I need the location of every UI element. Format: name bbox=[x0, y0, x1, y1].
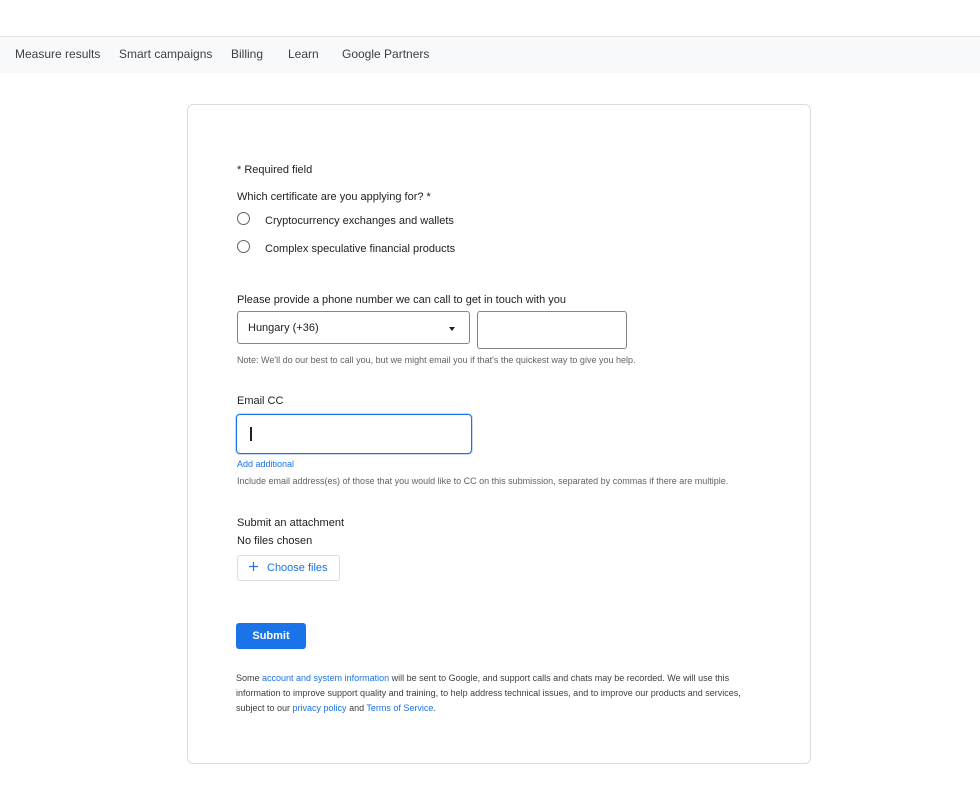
choose-files-label: Choose files bbox=[267, 562, 328, 574]
privacy-disclaimer bbox=[236, 671, 756, 716]
radio-label-speculative-products[interactable]: Complex speculative financial products bbox=[265, 243, 456, 255]
nav-item-smart-campaigns[interactable]: Smart campaigns bbox=[119, 47, 213, 61]
country-code-select[interactable] bbox=[237, 311, 470, 344]
nav-item-measure-results[interactable]: Measure results bbox=[15, 47, 101, 61]
disclaimer-text-3: and bbox=[346, 703, 367, 713]
top-header-bar bbox=[0, 0, 980, 37]
add-additional-link[interactable]: Add additional bbox=[237, 459, 295, 469]
phone-number-input[interactable] bbox=[477, 311, 627, 349]
radio-label-cryptocurrency[interactable]: Cryptocurrency exchanges and wallets bbox=[265, 215, 454, 227]
certificate-question: Which certificate are you applying for? * bbox=[237, 191, 431, 203]
nav-item-learn[interactable]: Learn bbox=[288, 47, 319, 61]
privacy-policy-link[interactable]: privacy policy bbox=[292, 703, 347, 713]
nav-item-google-partners[interactable]: Google Partners bbox=[342, 47, 430, 61]
terms-of-service-link[interactable]: Terms of Service bbox=[366, 703, 434, 713]
attachment-status: No files chosen bbox=[237, 535, 313, 547]
plus-icon bbox=[248, 561, 259, 572]
submit-button[interactable]: Submit bbox=[236, 623, 306, 649]
choose-files-button[interactable] bbox=[237, 555, 340, 581]
text-cursor bbox=[250, 427, 252, 441]
required-field-note: * Required field bbox=[237, 164, 313, 176]
country-code-value: Hungary (+36) bbox=[248, 322, 319, 334]
dropdown-caret-icon bbox=[449, 327, 455, 331]
radio-cryptocurrency[interactable] bbox=[237, 212, 250, 225]
email-cc-input[interactable] bbox=[236, 414, 472, 454]
phone-note: Note: We'll do our best to call you, but we might email you if that's the quickest way to give you help. bbox=[237, 355, 636, 365]
disclaimer-text-4: . bbox=[433, 703, 436, 713]
account-system-info-link[interactable]: account and system information bbox=[262, 673, 390, 683]
disclaimer-text-1: Some bbox=[236, 673, 263, 683]
phone-label: Please provide a phone number we can call to get in touch with you bbox=[237, 294, 566, 306]
email-cc-help: Include email address(es) of those that you would like to CC on this submission, separated by commas if there are multiple. bbox=[237, 476, 729, 486]
nav-item-billing[interactable]: Billing bbox=[231, 47, 264, 61]
top-navigation bbox=[0, 37, 980, 73]
email-cc-label: Email CC bbox=[237, 395, 284, 407]
disclaimer-text-2: will be sent to Google, and support calls and chats may be recorded. We will use this information to improve support quality and training, to help address technical issues, and to improve our products and services, subject to our bbox=[236, 673, 741, 713]
attachment-label: Submit an attachment bbox=[237, 517, 345, 529]
radio-speculative-products[interactable] bbox=[237, 240, 250, 253]
